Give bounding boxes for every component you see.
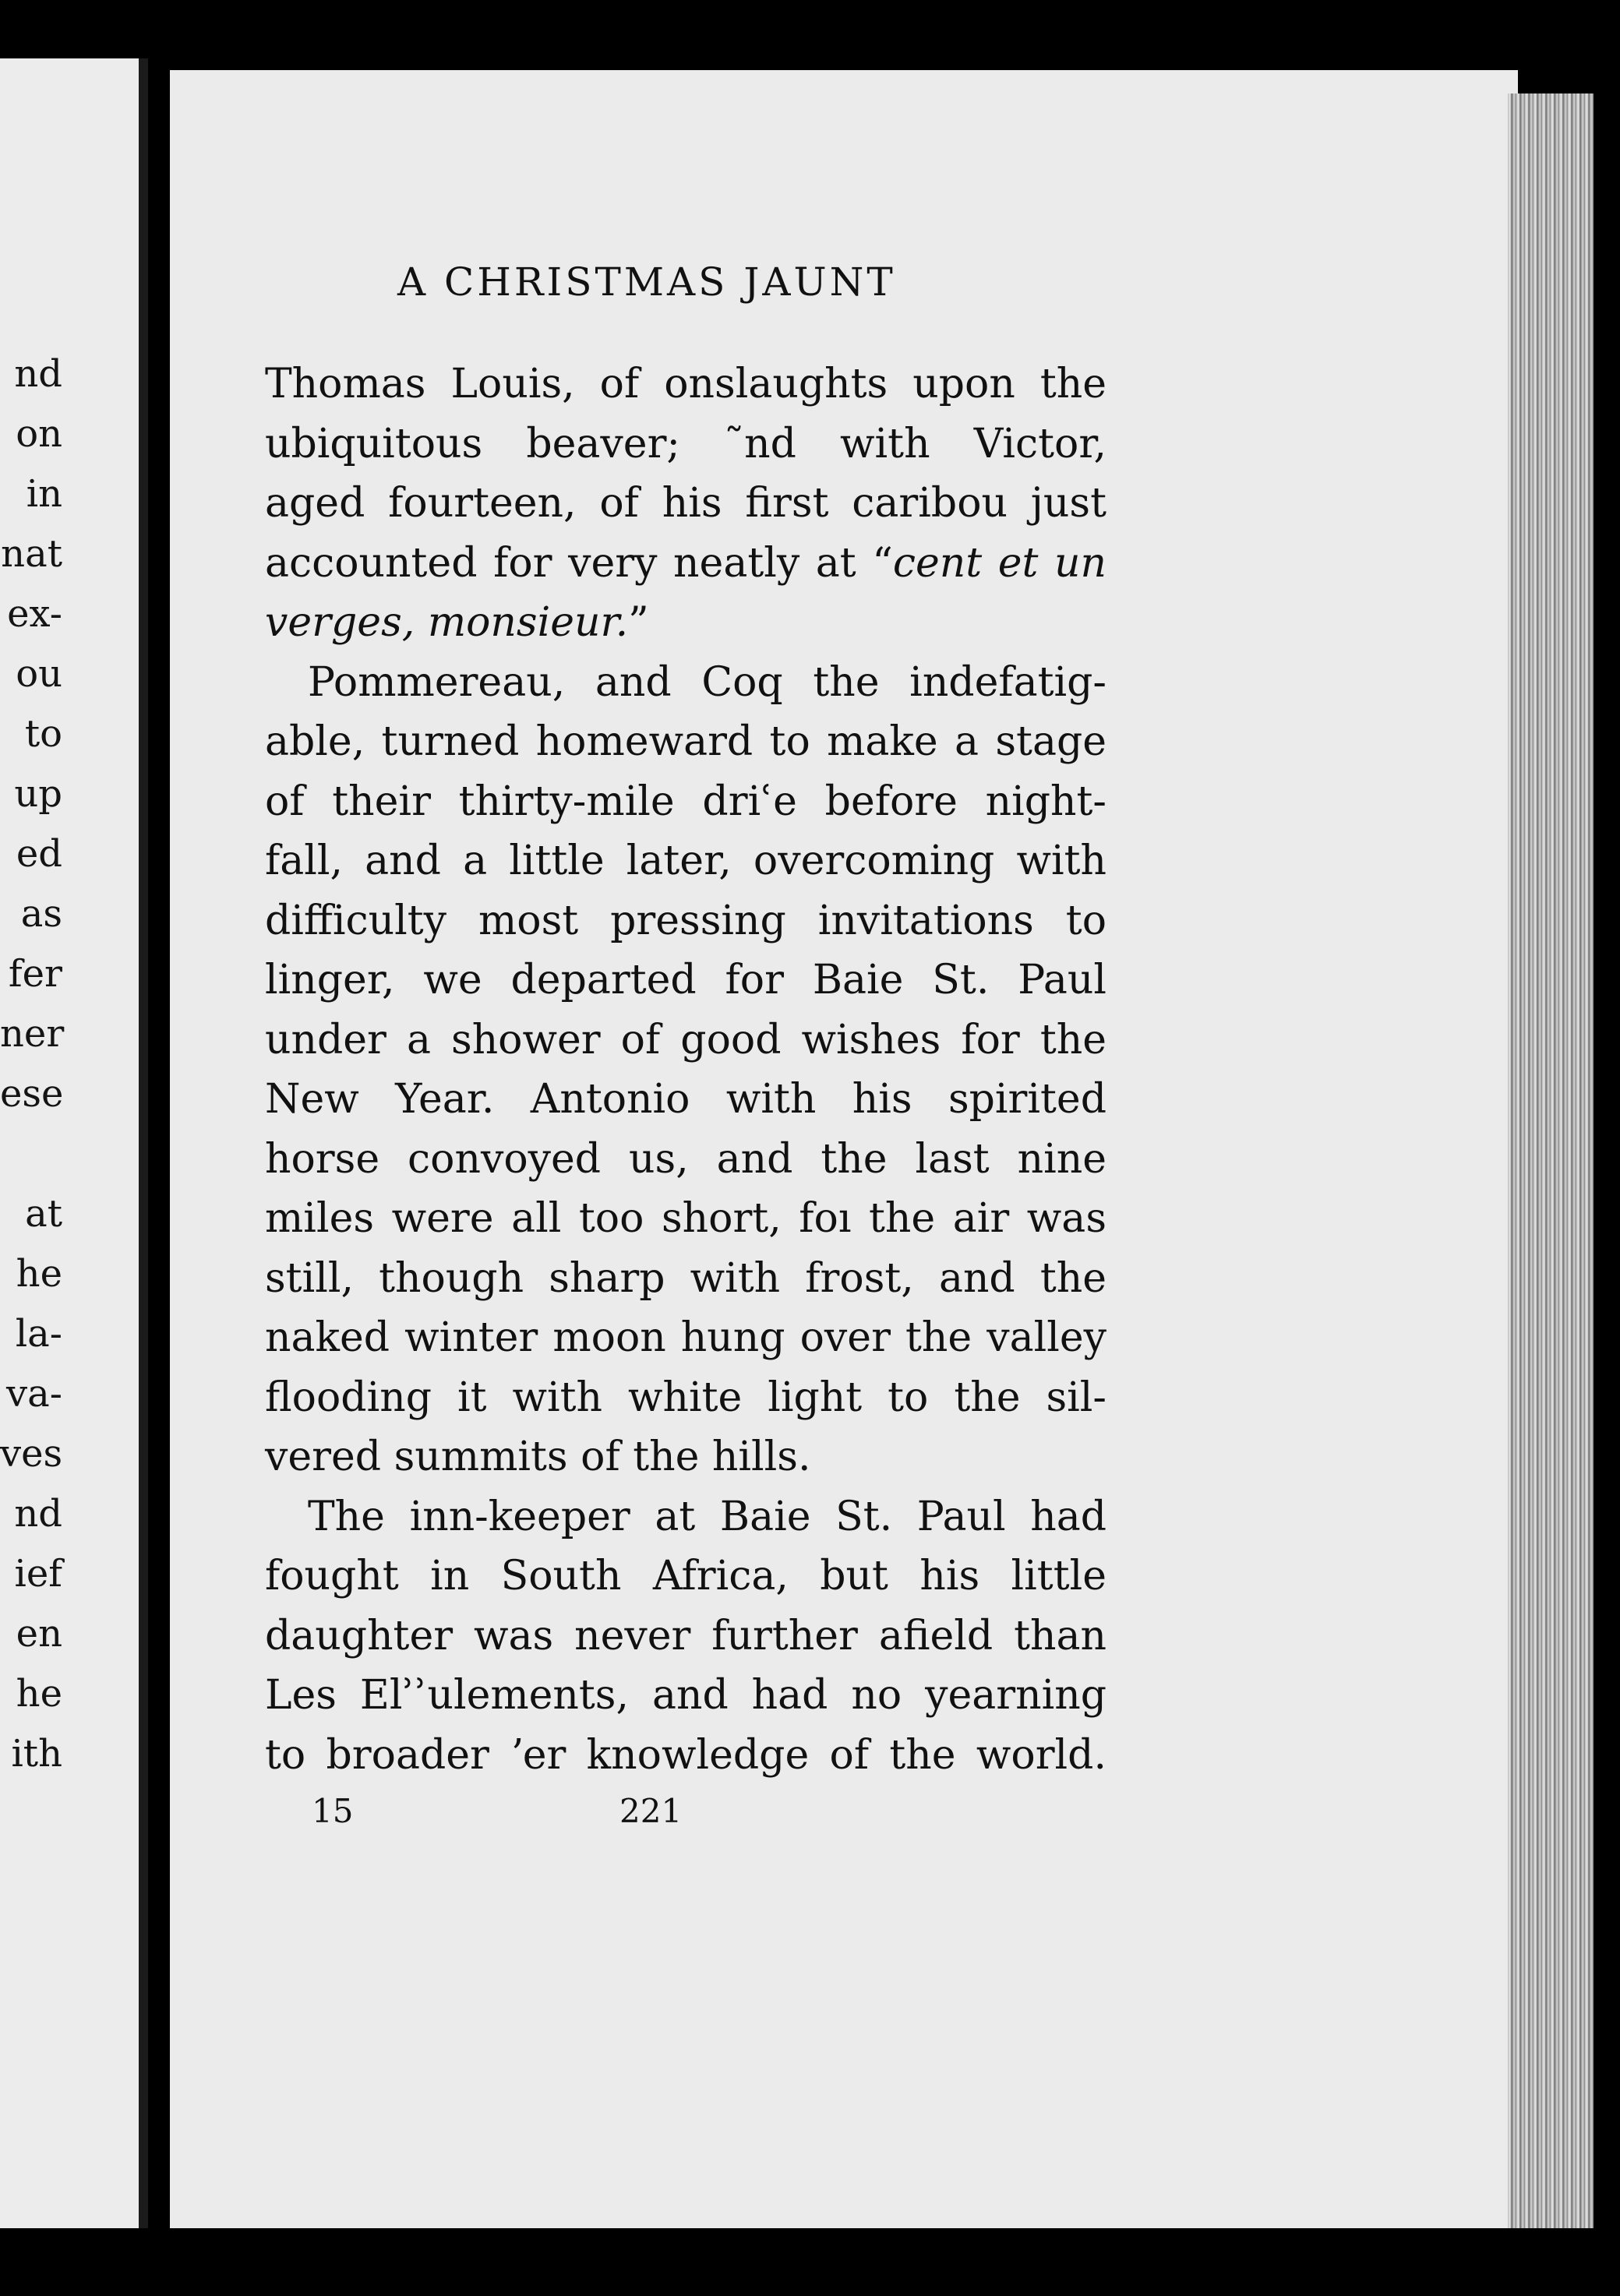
text-line	[265, 1130, 1106, 1190]
left-fragment: la-	[15, 1312, 62, 1356]
text-line	[265, 354, 1106, 414]
left-fragment: nd	[14, 352, 62, 396]
left-fragment: to	[24, 712, 62, 756]
line-text: daughter was never further afield than	[265, 1612, 1106, 1659]
line-text: horse convoyed us, and the last nine	[265, 1135, 1106, 1183]
body-text	[265, 354, 1106, 1785]
left-fragment: en	[16, 1612, 62, 1656]
signature-mark: 15	[312, 1792, 354, 1830]
text-line	[265, 1308, 1106, 1368]
text-line	[265, 1547, 1106, 1606]
left-fragment: ief	[14, 1552, 62, 1596]
text-line	[265, 414, 1106, 474]
running-head: A CHRISTMAS JAUNT	[397, 259, 896, 305]
line-text: linger, we departed for Baie St. Paul	[265, 957, 1106, 1003]
text-line	[265, 474, 1106, 534]
text-line	[265, 1487, 1106, 1547]
text-line	[265, 1189, 1106, 1249]
left-fragment: ese	[0, 1072, 64, 1116]
left-facing-page	[0, 58, 148, 2228]
line-text: Les Elʾʾulements, and had no yearning	[265, 1672, 1106, 1719]
left-fragment: fer	[8, 952, 62, 996]
line-text: to broader ʼer knowledge of the world.	[265, 1731, 1106, 1779]
line-text: naked winter moon hung over the valley	[265, 1314, 1106, 1361]
line-italic-text: verges, monsieur.	[265, 599, 629, 646]
text-line	[265, 1010, 1106, 1070]
left-fragment: on	[16, 412, 62, 456]
line-text: difficulty most pressing invitations to	[265, 897, 1106, 944]
text-line	[265, 1070, 1106, 1130]
left-fragment: up	[14, 772, 62, 816]
text-line	[265, 1606, 1106, 1666]
left-fragment	[0, 1124, 62, 1184]
page-number: 221	[619, 1792, 683, 1830]
text-line	[265, 831, 1106, 891]
text-line	[265, 1726, 1106, 1786]
text-line	[265, 1427, 1106, 1487]
left-fragment: he	[16, 1252, 62, 1296]
left-fragment: in	[26, 472, 62, 516]
line-text: Pommereau, and Coq the indefatig-	[308, 658, 1106, 706]
page-edges	[1508, 93, 1594, 2228]
left-fragment: ner	[0, 1012, 65, 1056]
text-line	[265, 1368, 1106, 1428]
left-fragment: as	[20, 892, 62, 936]
line-text: ubiquitous beaver; ˜nd with Victor,	[265, 420, 1106, 467]
left-page-text-fragments	[0, 344, 65, 1784]
text-line	[265, 950, 1106, 1010]
left-fragment: ed	[16, 832, 62, 876]
line-text: of their thirty-mile driʿe before night-	[265, 778, 1106, 825]
text-line	[265, 653, 1106, 713]
left-fragment: he	[16, 1672, 62, 1716]
line-text: Thomas Louis, of onslaughts upon the	[265, 361, 1106, 407]
line-text: flooding it with white light to the sil-	[265, 1374, 1106, 1421]
text-line	[265, 891, 1106, 951]
line-text: accounted for very neatly at “	[265, 539, 893, 587]
text-line	[265, 593, 1106, 653]
line-text: miles were all too short, foı the air was	[265, 1195, 1106, 1242]
line-text: The inn-keeper at Baie St. Paul had	[308, 1493, 1106, 1540]
text-line	[265, 1249, 1106, 1309]
line-text: fought in South Africa, but his little	[265, 1553, 1106, 1599]
left-fragment: ves	[0, 1432, 63, 1476]
left-fragment: ou	[16, 652, 62, 696]
left-fragment: ith	[11, 1732, 62, 1776]
line-text: under a shower of good wishes for the	[265, 1016, 1106, 1063]
line-text: fall, and a little later, overcoming with	[265, 838, 1106, 884]
line-text: vered summits of the hills.	[265, 1434, 811, 1480]
text-line	[265, 534, 1106, 594]
line-text: still, though sharp with frost, and the	[265, 1254, 1106, 1302]
line-text: aged fourteen, of his first caribou just	[265, 480, 1106, 527]
line-italic-text: cent et un	[892, 539, 1106, 587]
text-line	[265, 712, 1106, 772]
book-gutter	[139, 58, 148, 2228]
left-fragment: at	[25, 1192, 62, 1236]
left-fragment: ex-	[7, 592, 62, 636]
left-fragment: nd	[14, 1492, 62, 1536]
line-text: able, turned homeward to make a stage	[265, 718, 1106, 765]
left-fragment: nat	[1, 532, 62, 576]
text-line	[265, 772, 1106, 832]
left-fragment: va-	[6, 1372, 62, 1416]
line-text: New Year. Antonio with his spirited	[265, 1076, 1106, 1123]
line-text-after: ”	[628, 599, 649, 646]
text-line	[265, 1666, 1106, 1726]
